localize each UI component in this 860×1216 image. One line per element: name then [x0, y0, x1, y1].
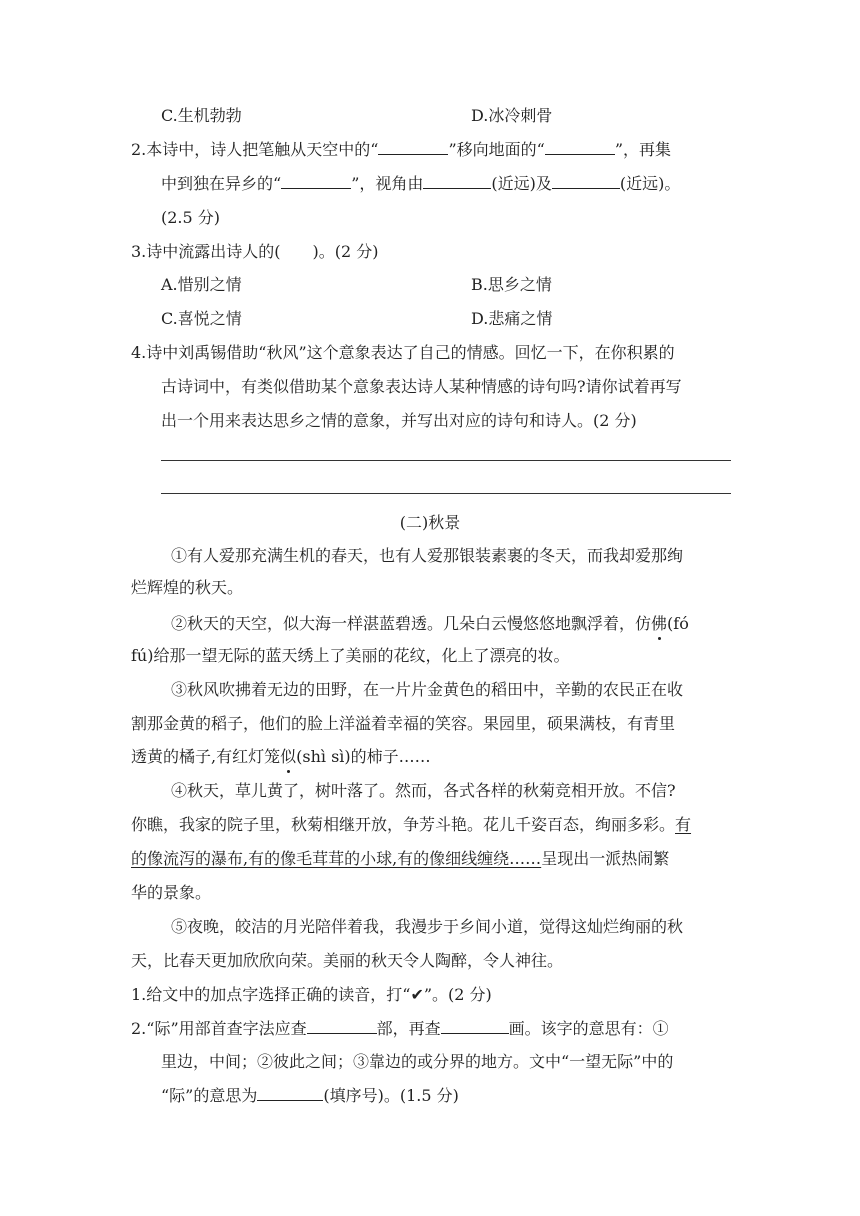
question-3-stem: 3.诗中流露出诗人的( )。(2 分) [131, 242, 379, 261]
option-d: D.冰冷刺骨 [471, 106, 553, 125]
pinyin-choice[interactable]: (shì sì)的柿子…… [296, 747, 431, 766]
paragraph-4-line-1: ④秋天，草儿黄了，树叶落了。然而，各式各样的秋菊竞相开放。不信? [171, 781, 676, 800]
question-2-line-2: 中到独在异乡的“ ”，视角由 (近远)及 (近远)。 [161, 174, 681, 193]
paragraph-4-line-3: 的像流泻的瀑布,有的像毛茸茸的小球,有的像细线缠绕……呈现出一派热闹繁 [131, 849, 670, 868]
paragraph-1-line-1: ①有人爱那充满生机的春天，也有人爱那银装素裹的冬天，而我却爱那绚 [171, 546, 684, 565]
paragraph-3-line-2: 割那金黄的稻子，他们的脸上洋溢着幸福的笑容。果园里，硕果满枝，有青里 [131, 714, 676, 733]
answer-blank[interactable] [423, 173, 491, 189]
passage-question-2-line-2: 里边，中间；②彼此之间；③靠边的或分界的地方。文中“一望无际”中的 [161, 1052, 674, 1071]
paragraph-2-line-1: ②秋天的天空，似大海一样湛蓝碧透。几朵白云慢悠悠地飘浮着，仿佛(fó [171, 614, 689, 633]
underlined-sentence: 有 [675, 815, 692, 834]
paragraph-5-line-2: 天，比春天更加欣欣向荣。美丽的秋天令人陶醉，令人神往。 [131, 951, 564, 970]
q3-option-a[interactable]: A.惜别之情 [161, 275, 242, 294]
question-2-line-1: 2.本诗中，诗人把笔触从天空中的“ ”移向地面的“ ”，再集 [131, 140, 672, 159]
question-4-line-2: 古诗词中，有类似借助某个意象表达诗人某种情感的诗句吗?请你试着再写 [161, 377, 682, 396]
paragraph-3-line-3: 透黄的橘子,有红灯笼似(shì sì)的柿子…… [131, 747, 431, 766]
answer-blank[interactable] [378, 139, 448, 155]
answer-blank[interactable] [307, 1018, 377, 1034]
answer-blank[interactable] [545, 139, 615, 155]
answer-blank[interactable] [281, 173, 351, 189]
q3-option-b[interactable]: B.思乡之情 [471, 275, 552, 294]
answer-blank[interactable] [257, 1085, 323, 1101]
answer-line[interactable] [161, 460, 731, 461]
dotted-character: 似 [280, 747, 297, 766]
passage-question-1: 1.给文中的加点字选择正确的读音，打“✔”。(2 分) [131, 985, 492, 1004]
answer-line[interactable] [161, 493, 731, 494]
pinyin-choice[interactable]: (fó [667, 614, 689, 633]
underlined-sentence: 的像流泻的瀑布,有的像毛茸茸的小球,有的像细线缠绕…… [131, 849, 542, 868]
answer-blank[interactable] [552, 173, 620, 189]
paragraph-5-line-1: ⑤夜晚，皎洁的月光陪伴着我，我漫步于乡间小道，觉得这灿烂绚丽的秋 [171, 917, 684, 936]
paragraph-4-line-4: 华的景象。 [131, 883, 212, 902]
dotted-character: 佛 [651, 614, 668, 633]
option-c: C.生机勃勃 [161, 106, 242, 125]
section-title: (二)秋景 [399, 513, 461, 532]
q3-option-d[interactable]: D.悲痛之情 [471, 309, 553, 328]
passage-question-2-line-1: 2.“际”用部首查字法应查 部，再查 画。该字的意思有：① [131, 1019, 669, 1038]
passage-question-2-line-3: “际”的意思为 (填序号)。(1.5 分) [161, 1086, 459, 1105]
paragraph-3-line-1: ③秋风吹拂着无边的田野，在一片片金黄色的稻田中，辛勤的农民正在收 [171, 680, 684, 699]
question-4-line-3: 出一个用来表达思乡之情的意象，并写出对应的诗句和诗人。(2 分) [161, 411, 637, 430]
question-2-score: (2.5 分) [161, 208, 221, 227]
q3-option-c[interactable]: C.喜悦之情 [161, 309, 242, 328]
paragraph-1-line-2: 烂辉煌的秋天。 [131, 578, 244, 597]
paragraph-4-line-2: 你瞧，我家的院子里，秋菊相继开放，争芳斗艳。花儿千姿百态，绚丽多彩。有 [131, 815, 692, 834]
answer-blank[interactable] [441, 1018, 509, 1034]
paragraph-2-line-2: fú)给那一望无际的蓝天绣上了美丽的花纹，化上了漂亮的妆。 [131, 646, 570, 665]
question-4-line-1: 4.诗中刘禹锡借助“秋风”这个意象表达了自己的情感。回忆一下，在你积累的 [131, 343, 675, 362]
